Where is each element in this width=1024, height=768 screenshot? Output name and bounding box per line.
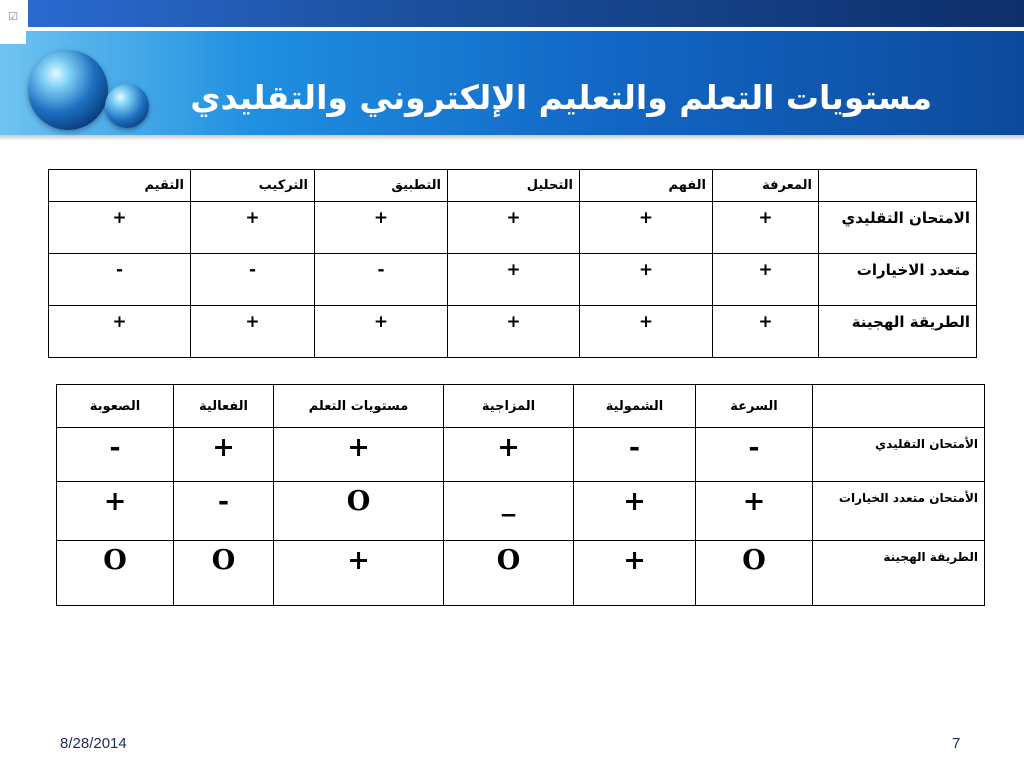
table-row <box>57 428 985 482</box>
table-cell: + <box>49 202 191 254</box>
table-cell: + <box>448 306 580 358</box>
row-label: الطريقة الهجينة <box>813 541 985 606</box>
slide-title: مستويات التعلم والتعليم الإلكتروني والتقليدي <box>190 78 932 117</box>
table-cell: + <box>315 202 448 254</box>
table-cell: + <box>444 428 574 482</box>
table-row <box>49 306 977 358</box>
table-cell: + <box>57 482 174 541</box>
table-cell: - <box>49 254 191 306</box>
header-cell: الفهم <box>580 170 713 202</box>
table-cell: O <box>696 541 813 606</box>
table-cell: - <box>696 428 813 482</box>
row-label: الأمتحان متعدد الخيارات <box>813 482 985 541</box>
table-header-row <box>49 170 977 202</box>
table-cell: + <box>713 202 819 254</box>
top-decor-band <box>28 0 1024 27</box>
table-cell: O <box>174 541 274 606</box>
row-label: الامتحان التقليدي <box>819 202 977 254</box>
table-cell: - <box>174 482 274 541</box>
table-cell: + <box>448 254 580 306</box>
table-header-row <box>57 385 985 428</box>
table-cell: + <box>49 306 191 358</box>
row-label: الطريقة الهجينة <box>819 306 977 358</box>
table-cell: + <box>580 254 713 306</box>
header-cell: التطبيق <box>315 170 448 202</box>
header-cell: المزاجية <box>444 385 574 428</box>
table-cell: + <box>713 306 819 358</box>
slide-date: 8/28/2014 <box>60 735 127 752</box>
row-label: متعدد الاخيارات <box>819 254 977 306</box>
table-row <box>49 202 977 254</box>
globe-orb-small-icon <box>105 84 149 128</box>
header-cell: الصعوبة <box>57 385 174 428</box>
header-cell: السرعة <box>696 385 813 428</box>
table-cell: + <box>574 541 696 606</box>
slide-page-number: 7 <box>952 735 961 752</box>
table-row <box>49 254 977 306</box>
learning-levels-table <box>48 169 977 358</box>
table-cell: + <box>191 202 315 254</box>
header-cell: المعرفة <box>713 170 819 202</box>
table-cell: + <box>713 254 819 306</box>
table-cell: + <box>174 428 274 482</box>
table-cell: O <box>444 541 574 606</box>
table-cell: + <box>580 306 713 358</box>
table-row <box>57 541 985 606</box>
row-label: الأمتحان التقليدي <box>813 428 985 482</box>
assessment-comparison-table <box>56 384 985 606</box>
table-cell: + <box>448 202 580 254</box>
header-cell: التحليل <box>448 170 580 202</box>
header-cell: الفعالية <box>174 385 274 428</box>
header-cell: مستويات التعلم <box>274 385 444 428</box>
table-cell: + <box>191 306 315 358</box>
table-cell: - <box>57 428 174 482</box>
checkbox-icon: ☑ <box>8 10 18 23</box>
header-cell: التركيب <box>191 170 315 202</box>
table-cell: + <box>315 306 448 358</box>
table-cell: _ <box>444 482 574 541</box>
header-shadow <box>0 135 1024 141</box>
slide-corner-box <box>0 0 26 44</box>
table-cell: O <box>57 541 174 606</box>
table-cell: + <box>274 428 444 482</box>
table-row <box>57 482 985 541</box>
table-cell: + <box>574 482 696 541</box>
table-cell: O <box>274 482 444 541</box>
table-cell: + <box>580 202 713 254</box>
header-cell <box>813 385 985 428</box>
table-cell: - <box>574 428 696 482</box>
globe-orb-large-icon <box>28 50 108 130</box>
table-cell: - <box>315 254 448 306</box>
table-cell: - <box>191 254 315 306</box>
header-cell: التقيم <box>49 170 191 202</box>
header-cell: الشمولية <box>574 385 696 428</box>
table-cell: + <box>274 541 444 606</box>
table-cell: + <box>696 482 813 541</box>
header-cell <box>819 170 977 202</box>
